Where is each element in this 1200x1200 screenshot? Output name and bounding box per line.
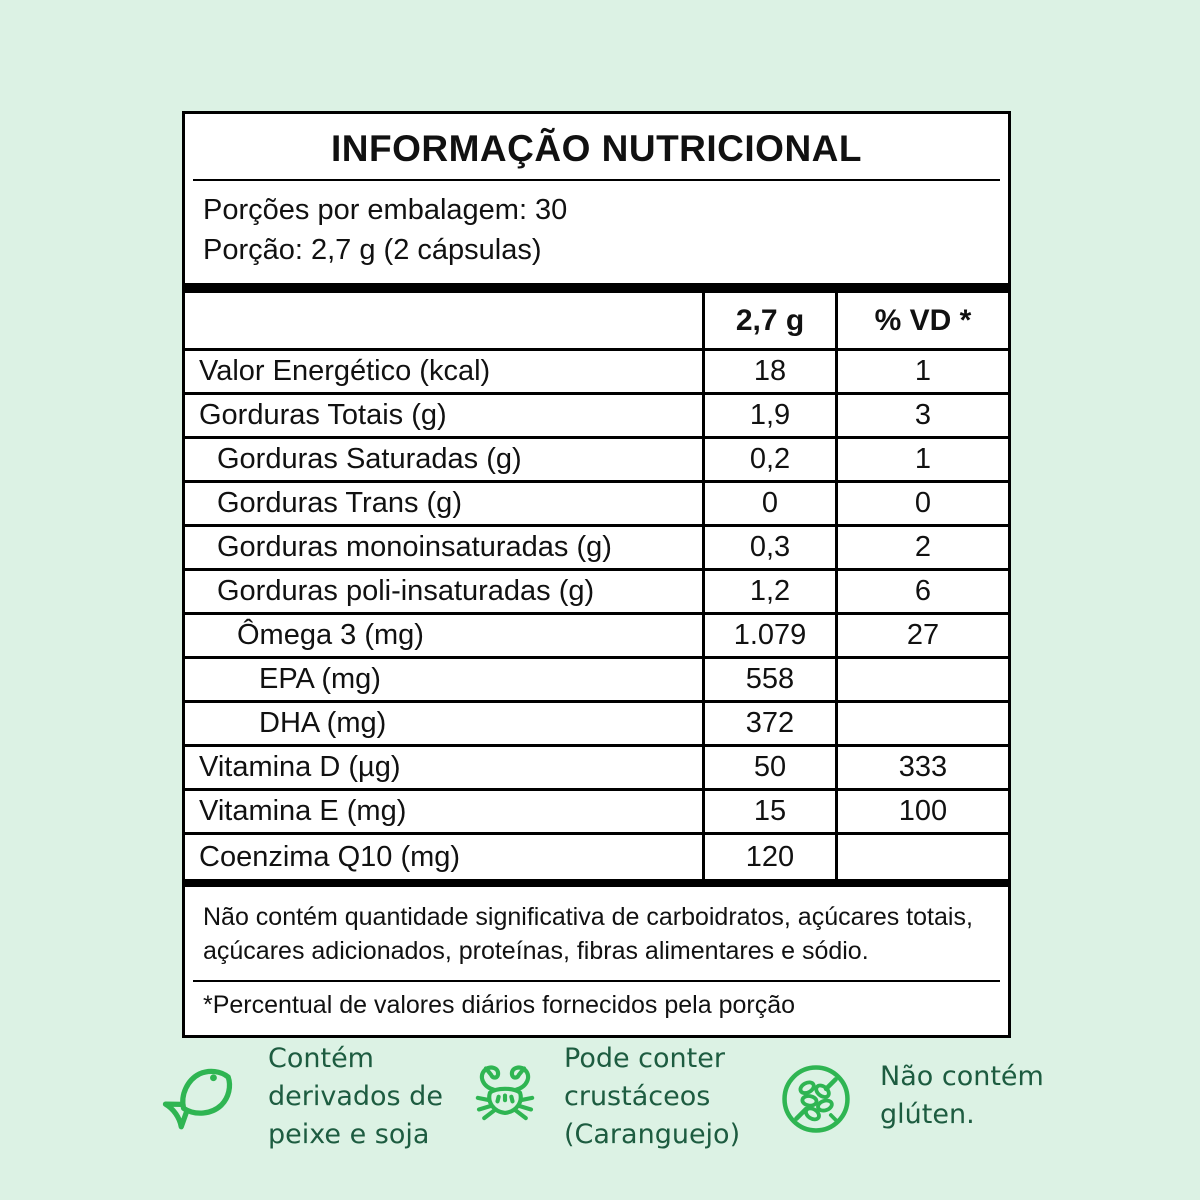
header-daily-value: % VD * [835, 293, 1008, 348]
header-nutrient [185, 293, 702, 348]
nutrient-quantity: 50 [702, 747, 835, 788]
nutrient-quantity: 558 [702, 659, 835, 700]
badge-text [880, 1058, 1044, 1134]
allergen-badge-crab [468, 1040, 740, 1154]
nutrient-daily-value [835, 835, 1008, 879]
nutrient-daily-value: 1 [835, 351, 1008, 392]
insignificant-amounts-note: Não contém quantidade significativa de carboidratos, açúcares totais, açúcares adicionados, proteínas, fibras alimentares e sódio. [203, 903, 973, 965]
nutrient-daily-value: 6 [835, 571, 1008, 612]
badge-text-line: Pode conter [564, 1043, 725, 1074]
nutrient-quantity: 18 [702, 351, 835, 392]
nutrient-name: DHA (mg) [259, 707, 387, 739]
nutrient-quantity: 15 [702, 791, 835, 832]
nutrient-name: Gorduras poli-insaturadas (g) [217, 575, 595, 607]
badge-text-line: (Caranguejo) [564, 1119, 741, 1150]
panel-title: INFORMAÇÃO NUTRICIONAL [330, 128, 862, 169]
nutrient-daily-value: 333 [835, 747, 1008, 788]
nutrient-daily-value [835, 659, 1008, 700]
allergen-badge-gluten-free [778, 1058, 1044, 1137]
nutrient-name: Gorduras monoinsaturadas (g) [217, 531, 612, 563]
nutrient-name: Gorduras Saturadas (g) [217, 443, 522, 475]
nutrient-name: Coenzima Q10 (mg) [199, 840, 461, 873]
nutrient-name: EPA (mg) [259, 663, 381, 695]
nutrient-daily-value: 3 [835, 395, 1008, 436]
badge-text-line: crustáceos [564, 1081, 711, 1112]
table-row [185, 835, 1008, 879]
badge-text-line: glúten. [880, 1099, 975, 1130]
table-row [185, 659, 1008, 703]
badge-text-line: peixe e soja [268, 1119, 430, 1150]
nutrient-daily-value: 0 [835, 483, 1008, 524]
nutrient-daily-value: 2 [835, 527, 1008, 568]
nutrition-table-body [185, 351, 1008, 879]
badge-text-line: derivados de [268, 1081, 443, 1112]
table-row [185, 791, 1008, 835]
serving-info [185, 181, 1008, 283]
nutrient-quantity: 0,3 [702, 527, 835, 568]
badge-text [564, 1040, 740, 1154]
nutrition-table [185, 293, 1008, 879]
table-row [185, 571, 1008, 615]
nutrient-quantity: 1.079 [702, 615, 835, 656]
nutrient-name: Valor Energético (kcal) [199, 355, 491, 387]
nutrient-quantity: 0,2 [702, 439, 835, 480]
table-row [185, 527, 1008, 571]
table-row [185, 439, 1008, 483]
table-row [185, 747, 1008, 791]
header-quantity: 2,7 g [702, 293, 835, 348]
nutrient-name: Vitamina E (mg) [199, 795, 407, 827]
nutrient-quantity: 372 [702, 703, 835, 744]
badge-text [268, 1040, 443, 1154]
table-row [185, 351, 1008, 395]
table-row [185, 703, 1008, 747]
fish-icon [162, 1052, 246, 1136]
nutrient-quantity: 1,9 [702, 395, 835, 436]
daily-value-footnote: *Percentual de valores diários fornecidos pela porção [203, 991, 796, 1019]
serving-size: Porção: 2,7 g (2 cápsulas) [203, 234, 542, 266]
table-row [185, 395, 1008, 439]
crab-icon [468, 1058, 542, 1132]
nutrient-name: Vitamina D (µg) [199, 751, 401, 783]
servings-per-package: Porções por embalagem: 30 [203, 194, 568, 226]
nutrient-name: Gorduras Totais (g) [199, 399, 447, 431]
nutrient-daily-value: 1 [835, 439, 1008, 480]
allergen-badge-fish [162, 1040, 443, 1154]
nutrient-daily-value: 100 [835, 791, 1008, 832]
table-row [185, 615, 1008, 659]
table-row [185, 483, 1008, 527]
nutrient-quantity: 1,2 [702, 571, 835, 612]
nutrient-quantity: 0 [702, 483, 835, 524]
thick-divider-top [185, 283, 1008, 293]
nutrient-name: Ômega 3 (mg) [237, 619, 424, 651]
nutrient-quantity: 120 [702, 835, 835, 879]
gluten-free-icon [778, 1061, 854, 1137]
badge-text-line: Contém [268, 1043, 374, 1074]
nutrient-daily-value: 27 [835, 615, 1008, 656]
thick-divider-bottom [185, 879, 1008, 887]
table-header-row [185, 293, 1008, 351]
badge-text-line: Não contém [880, 1061, 1044, 1092]
nutrient-name: Gorduras Trans (g) [217, 487, 462, 519]
nutrient-daily-value [835, 703, 1008, 744]
nutrition-facts-panel [182, 111, 1011, 1038]
